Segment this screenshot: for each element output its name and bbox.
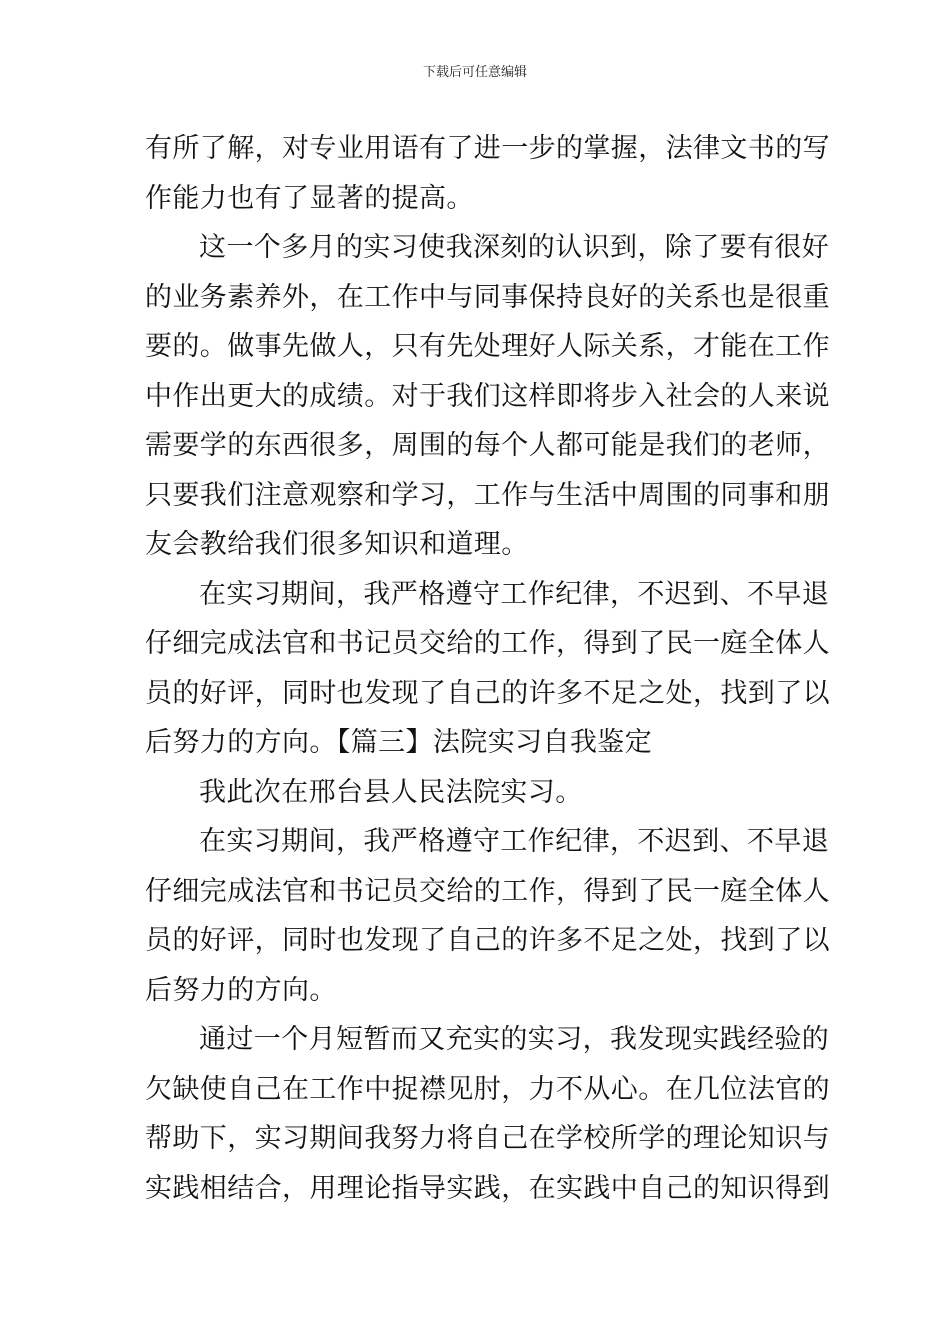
page-header: 下载后可任意编辑	[422, 65, 527, 80]
text-line: 我此次在邢台县人民法院实习。	[199, 776, 583, 808]
text-line: 在实习期间，我严格遵守工作纪律，不迟到、不早退	[199, 578, 830, 610]
text-line: 仔细完成法官和书记员交给的工作，得到了民一庭全体人	[145, 628, 830, 659]
text-line: 在实习期间，我严格遵守工作纪律，不迟到、不早退	[199, 826, 830, 857]
text-line: 的业务素养外，在工作中与同事保持良好的关系也是很重	[145, 281, 830, 313]
text-line: 帮助下，实习期间我努力将自己在学校所学的理论知识与	[145, 1123, 830, 1154]
text-line: 欠缺使自己在工作中捉襟见肘，力不从心。在几位法官的	[145, 1073, 830, 1105]
text-line: 仔细完成法官和书记员交给的工作，得到了民一庭全体人	[145, 875, 830, 907]
text-line: 通过一个月短暂而又充实的实习，我发现实践经验的	[199, 1024, 830, 1055]
text-line: 只要我们注意观察和学习，工作与生活中周围的同事和朋	[145, 479, 830, 511]
text-line: 作能力也有了显著的提高。	[145, 182, 474, 214]
text-line: 后努力的方向。【篇三】法院实习自我鉴定	[145, 727, 653, 758]
text-line: 要的。做事先做人，只有先处理好人际关系，才能在工作	[145, 331, 830, 362]
text-line: 这一个多月的实习使我深刻的认识到，除了要有很好	[199, 232, 830, 263]
text-line: 员的好评，同时也发现了自己的许多不足之处，找到了以	[145, 677, 830, 709]
text-line: 中作出更大的成绩。对于我们这样即将步入社会的人来说	[145, 380, 830, 412]
text-line: 友会教给我们很多知识和道理。	[145, 529, 529, 560]
text-line: 实践相结合，用理论指导实践，在实践中自己的知识得到	[145, 1172, 830, 1204]
text-line: 后努力的方向。	[145, 974, 337, 1006]
text-line: 员的好评，同时也发现了自己的许多不足之处，找到了以	[145, 925, 830, 956]
text-line: 有所了解，对专业用语有了进一步的掌握，法律文书的写	[145, 133, 830, 164]
document-body	[145, 124, 830, 1213]
text-line: 需要学的东西很多，周围的每个人都可能是我们的老师，	[145, 430, 830, 461]
